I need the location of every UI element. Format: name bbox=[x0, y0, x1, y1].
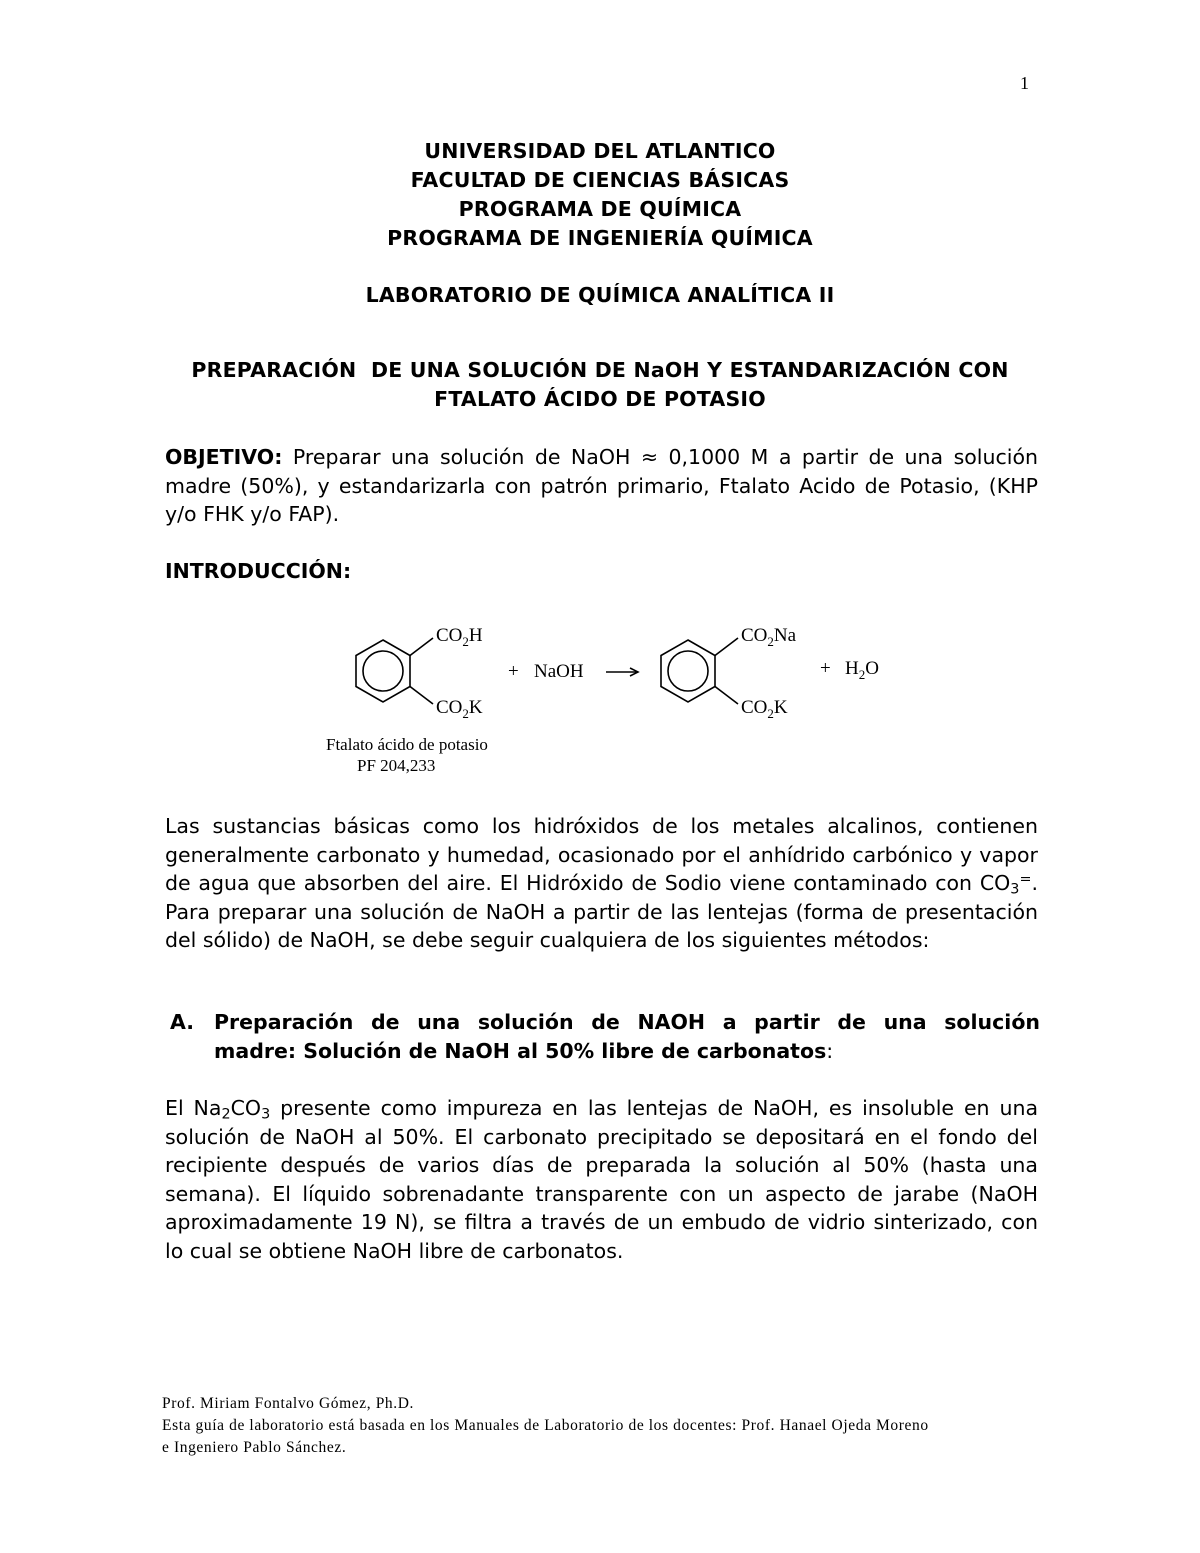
plus-sign-1: + bbox=[508, 661, 519, 682]
section-a-text-part2: CO bbox=[230, 1096, 262, 1120]
introduction-paragraph bbox=[165, 812, 1038, 955]
document-title-line2: FTALATO ÁCIDO DE POTASIO bbox=[434, 387, 766, 411]
reagent-naoh: NaOH bbox=[534, 661, 584, 682]
introduction-heading: INTRODUCCIÓN: bbox=[165, 559, 352, 583]
objective-paragraph bbox=[165, 443, 1038, 529]
section-a-letter: A. bbox=[170, 1010, 195, 1034]
section-a-subscript-1: 2 bbox=[221, 1106, 231, 1123]
footer-note-line2: e Ingeniero Pablo Sánchez. bbox=[162, 1439, 347, 1456]
course-title: LABORATORIO DE QUÍMICA ANALÍTICA II bbox=[365, 283, 835, 307]
benzene-ring-reactant bbox=[356, 640, 410, 702]
section-a-heading-line1: Preparación de una solución de NAOH a partir de una solución bbox=[214, 1010, 1040, 1034]
reactant-group-top: $CO_2H$ bbox=[436, 625, 483, 649]
objective-text: Preparar una solución de NaOH ≈ 0,1000 M a partir de una solución madre (50%), y estandarizarla con patrón primario, Ftalato Acido de Potasio, (KHP y/o FHK y/o FAP). bbox=[165, 445, 1038, 526]
intro-text-part1: Las sustancias básicas como los hidróxidos de los metales alcalinos, contienen generalmente carbonato y humedad, ocasionado por el anhídrido carbónico y vapor de agua que absorben del aire. El Hidróxido de Sodio viene contaminado con CO bbox=[165, 814, 1038, 895]
reactant-caption-pf: PF 204,233 bbox=[357, 756, 436, 775]
intro-text-part2: . Para preparar una solución de NaOH a partir de las lentejas (forma de presentación del sólido) de NaOH, se debe seguir cualquiera de los siguientes métodos: bbox=[165, 871, 1038, 952]
product-group-top: $CO_2Na$ bbox=[741, 625, 797, 649]
section-a-text-part3: presente como impureza en las lentejas de NaOH, es insoluble en una solución de NaOH al 50%. El carbonato precipitado se depositará en el fondo del recipiente después de varios días de preparada la solución al 50% (hasta una semana). El líquido sobrenadante transparente con un aspecto de jarabe (NaOH aproximadamente 19 N), se filtra a través de un embudo de vidrio sinterizado, con lo cual se obtiene NaOH libre de carbonatos. bbox=[165, 1096, 1039, 1263]
footer bbox=[162, 1393, 1062, 1459]
faculty-name: FACULTAD DE CIENCIAS BÁSICAS bbox=[410, 168, 790, 192]
reaction-scheme bbox=[300, 605, 920, 780]
product-group-bottom: $CO_2K$ bbox=[741, 697, 788, 721]
footer-note-line1: Esta guía de laboratorio está basada en los Manuales de Laboratorio de los docentes: Prof. Hanael Ojeda Moreno bbox=[162, 1417, 929, 1434]
section-a-heading-line2: madre: Solución de NaOH al 50% libre de carbonatos bbox=[214, 1038, 827, 1063]
intro-subscript: 3 bbox=[1010, 881, 1020, 898]
page-number: 1 bbox=[1020, 73, 1029, 93]
section-a-text-part1: El Na bbox=[165, 1096, 222, 1120]
intro-superscript: = bbox=[1019, 871, 1032, 888]
section-a-heading-colon: : bbox=[826, 1038, 834, 1063]
reactant-caption-name: Ftalato ácido de potasio bbox=[326, 735, 488, 754]
objective-label: OBJETIVO: bbox=[165, 445, 283, 469]
footer-author: Prof. Miriam Fontalvo Gómez, Ph.D. bbox=[162, 1395, 415, 1412]
section-a-paragraph bbox=[165, 1094, 1038, 1265]
section-a-subscript-2: 3 bbox=[261, 1106, 271, 1123]
program-chemistry: PROGRAMA DE QUÍMICA bbox=[458, 197, 742, 221]
benzene-ring-product bbox=[661, 640, 715, 702]
section-a-heading bbox=[170, 1008, 1040, 1065]
water-product: $H_2O$ bbox=[845, 658, 879, 682]
plus-sign-2: + bbox=[820, 658, 831, 679]
program-chemical-engineering: PROGRAMA DE INGENIERÍA QUÍMICA bbox=[387, 226, 813, 250]
reactant-group-bottom: $CO_2K$ bbox=[436, 697, 483, 721]
university-name: UNIVERSIDAD DEL ATLANTICO bbox=[424, 139, 776, 163]
document-title-line1: PREPARACIÓN DE UNA SOLUCIÓN DE NaOH Y ESTANDARIZACIÓN CON bbox=[191, 358, 1009, 382]
